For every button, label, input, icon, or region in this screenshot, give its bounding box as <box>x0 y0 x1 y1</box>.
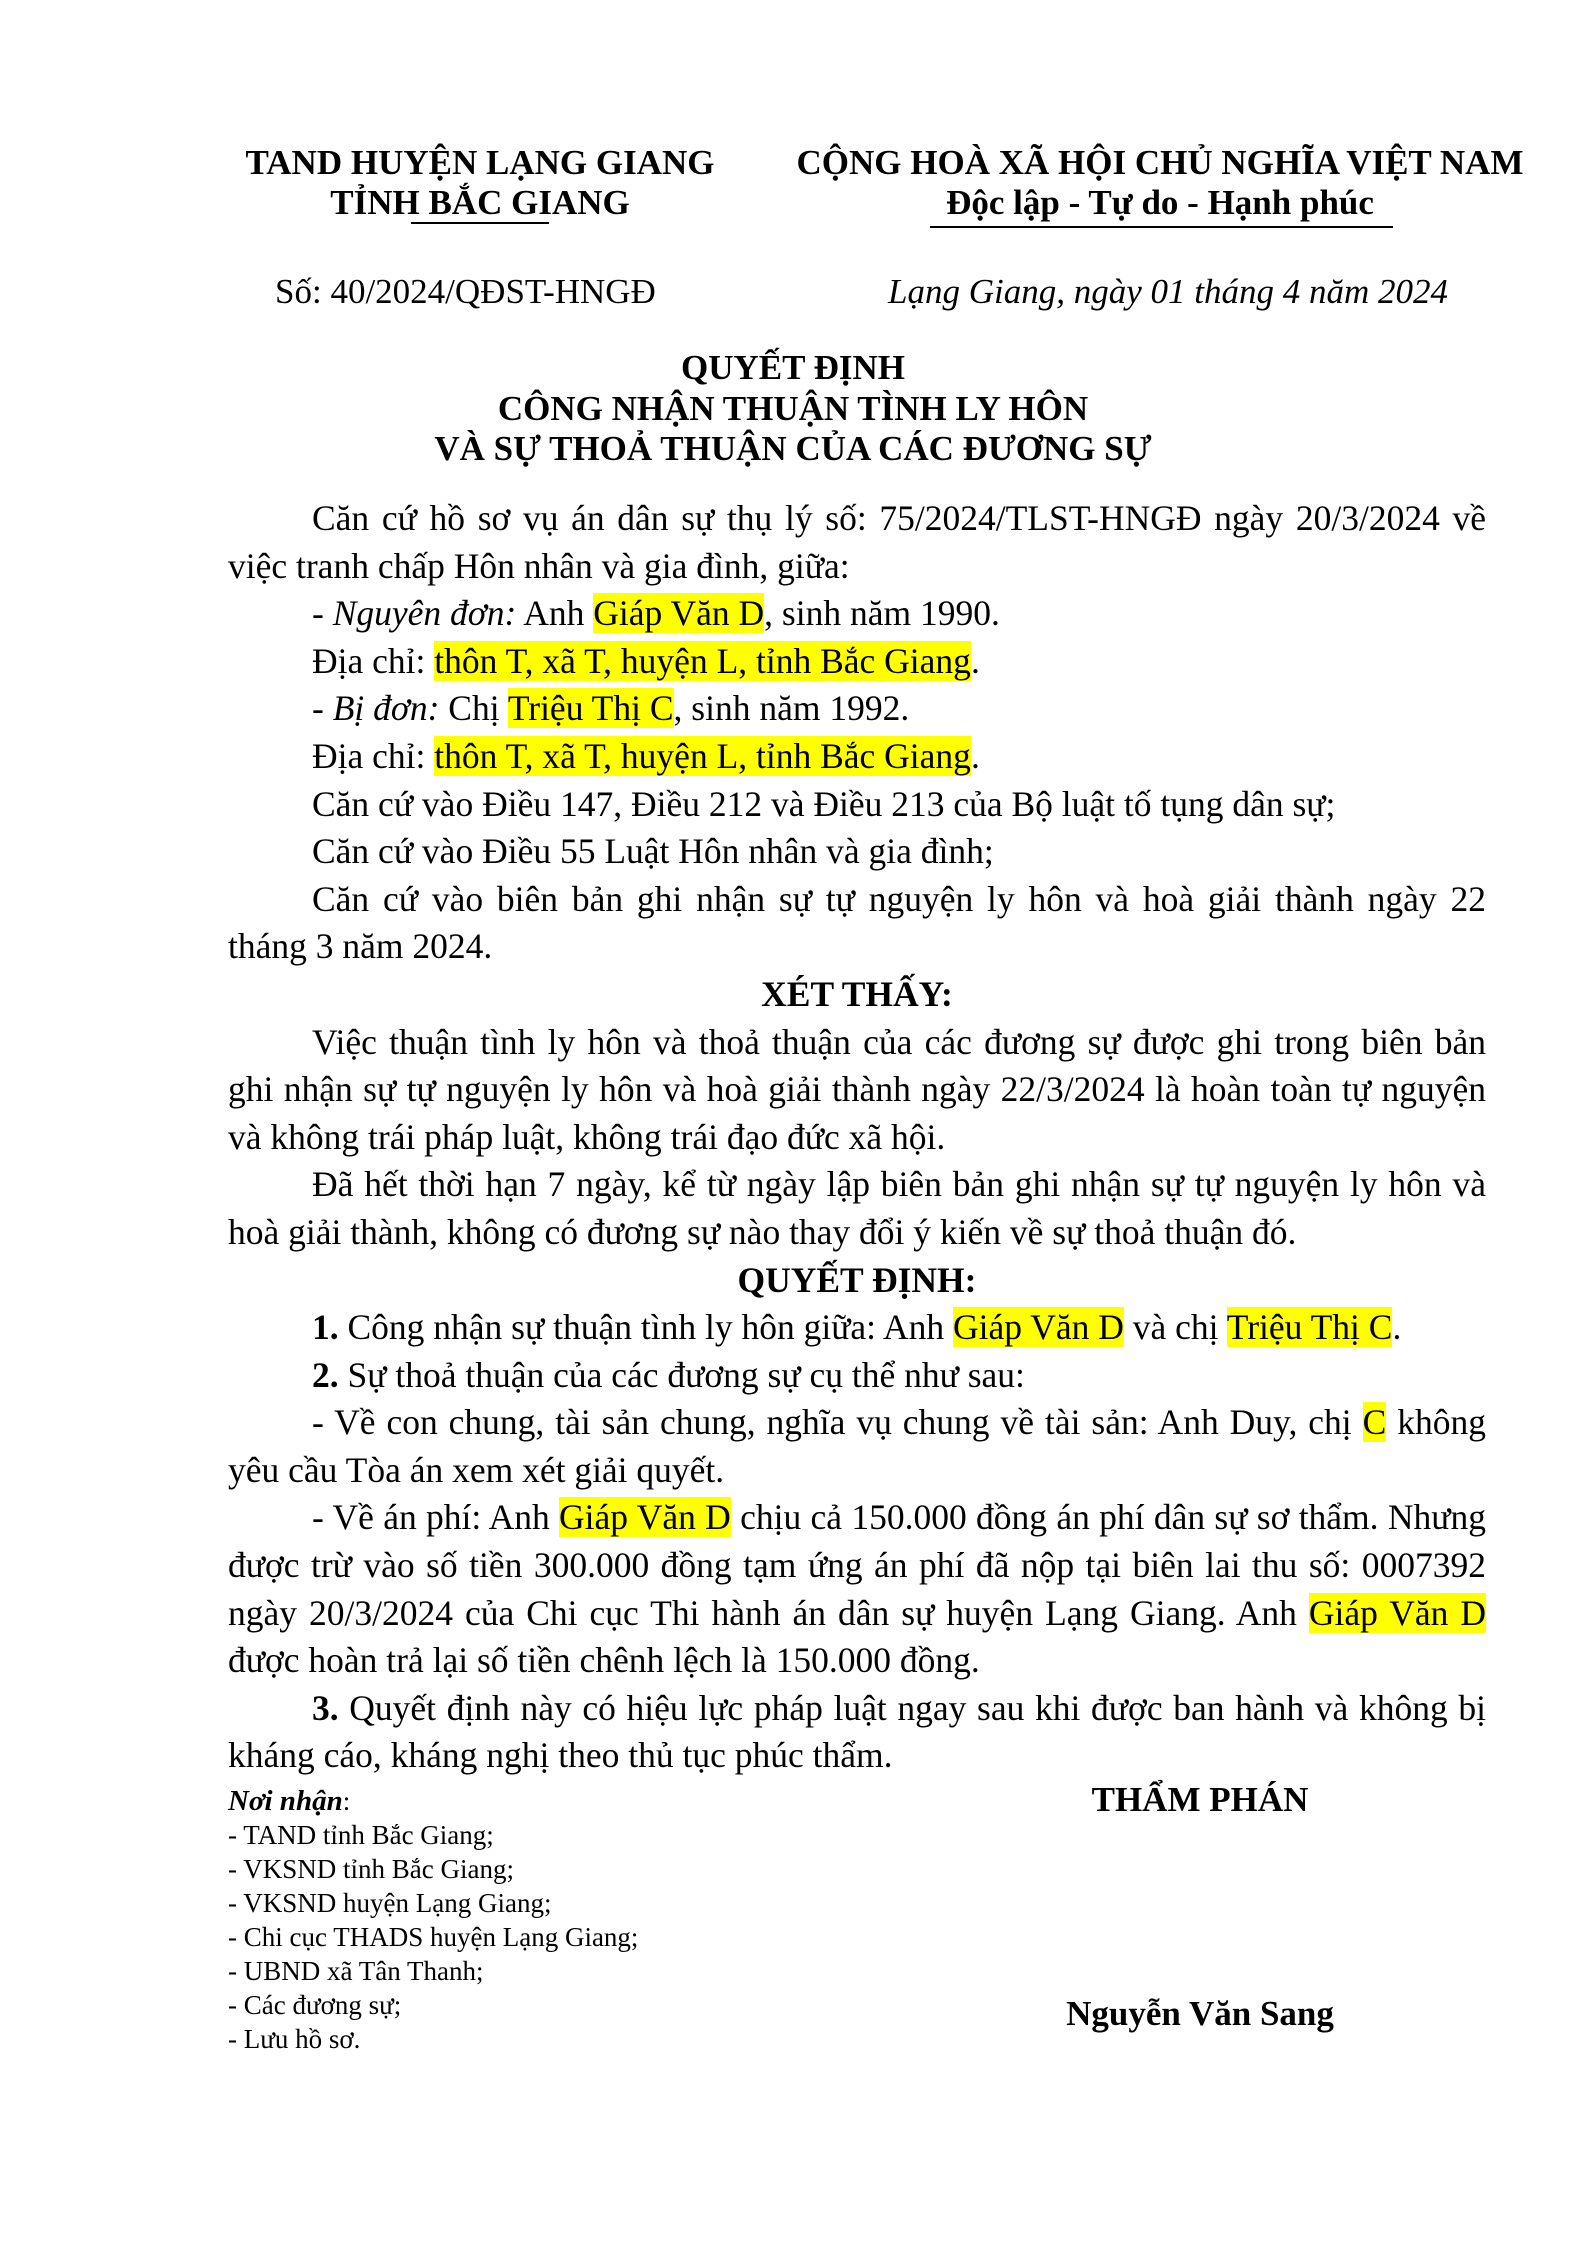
section-heading <box>228 1257 1486 1305</box>
text-run: Anh <box>516 593 594 634</box>
text-run: không yêu cầu Tòa án xem xét giải quyết. <box>228 1402 1487 1490</box>
text-run: và chị <box>1123 1307 1227 1348</box>
text-run: - <box>312 688 333 729</box>
motto-underline <box>930 226 1393 228</box>
text-run: Địa chỉ: <box>312 735 435 776</box>
nation-name: CỘNG HOÀ XÃ HỘI CHỦ NGHĨA VIỆT NAM <box>796 143 1524 182</box>
paragraph <box>228 1019 1486 1162</box>
highlighted-text: Giáp Văn D <box>952 1307 1124 1348</box>
text-run: Nguyên đơn: <box>332 593 517 634</box>
text-run: - Về con chung, tài sản chung, nghĩa vụ chung về tài sản: Anh Duy, chị <box>312 1402 1363 1443</box>
signer-name: Nguyễn Văn Sang <box>1066 1994 1334 2033</box>
recipients-colon: : <box>342 1786 351 1816</box>
document-body <box>228 495 1486 1780</box>
text-run: Bị đơn: <box>332 688 440 729</box>
paragraph <box>228 495 1486 590</box>
text-run: chịu cả 150.000 đồng án phí dân sự sơ thẩm. Nhưng được trừ vào số tiền 300.000 đồng tạm ứng án phí đã nộp tại biên lai thu số: 0007392 ngày 20/3/2024 của Chi cục Thi hành án dân sự huyện Lạng Giang. Anh <box>228 1497 1486 1633</box>
text-run: . <box>970 640 980 681</box>
recipient-item: - Các đương sự; <box>228 1990 402 2020</box>
text-run: . <box>1392 1307 1402 1348</box>
court-underline <box>411 222 549 224</box>
highlighted-text: Giáp Văn D <box>559 1497 731 1538</box>
title-line2: CÔNG NHẬN THUẬN TÌNH LY HÔN <box>497 389 1089 428</box>
paragraph <box>228 876 1486 971</box>
highlighted-text: thôn T, xã T, huyện L, tỉnh Bắc Giang <box>434 735 971 776</box>
paragraph <box>228 1399 1486 1494</box>
highlighted-text: C <box>1362 1402 1387 1443</box>
text-run: 1. <box>312 1307 339 1348</box>
highlighted-text: thôn T, xã T, huyện L, tỉnh Bắc Giang <box>434 640 971 681</box>
recipient-item: - VKSND tỉnh Bắc Giang; <box>228 1854 514 1884</box>
paragraph <box>228 781 1486 829</box>
text-run: . <box>970 735 980 776</box>
recipients <box>228 1784 638 2056</box>
recipient-item: - UBND xã Tân Thanh; <box>228 1956 484 1986</box>
text-run: được hoàn trả lại số tiền chênh lệch là 150.000 đồng. <box>228 1640 980 1681</box>
document-number: Số: 40/2024/QĐST-HNGĐ <box>275 272 656 311</box>
text-run: Căn cứ vào Điều 147, Điều 212 và Điều 213 của Bộ luật tố tụng dân sự; <box>312 783 1336 824</box>
text-run: QUYẾT ĐỊNH: <box>737 1259 977 1300</box>
recipient-item: - TAND tỉnh Bắc Giang; <box>228 1820 494 1850</box>
text-run: Quyết định này có hiệu lực pháp luật ngay sau khi được ban hành và không bị kháng cáo, kháng nghị theo thủ tục phúc thẩm. <box>228 1687 1486 1776</box>
text-run: - Về án phí: Anh <box>312 1497 560 1538</box>
text-run: Đã hết thời hạn 7 ngày, kể từ ngày lập biên bản ghi nhận sự tự nguyện ly hôn và hoà giải thành, không có đương sự nào thay đổi ý kiến về sự thoả thuận đó. <box>228 1164 1486 1252</box>
text-run: Căn cứ vào Điều 55 Luật Hôn nhân và gia đình; <box>312 831 994 872</box>
paragraph <box>228 1161 1486 1256</box>
text-run: , sinh năm 1992. <box>673 688 910 729</box>
recipient-item: - VKSND huyện Lạng Giang; <box>228 1888 552 1918</box>
text-run: Căn cứ vào biên bản ghi nhận sự tự nguyện ly hôn và hoà giải thành ngày 22 tháng 3 năm 2024. <box>228 878 1486 967</box>
title-line3: VÀ SỰ THOẢ THUẬN CỦA CÁC ĐƯƠNG SỰ <box>434 429 1152 468</box>
section-heading <box>228 971 1486 1019</box>
text-run: Công nhận sự thuận tình ly hôn giữa: Anh <box>338 1307 953 1348</box>
text-run: Việc thuận tình ly hôn và thoả thuận của các đương sự được ghi trong biên bản ghi nhận sự tự nguyện ly hôn và hoà giải thành ngày 22/3/2024 là hoàn toàn tự nguyện và không trái pháp luật, không trái đạo đức xã hội. <box>228 1021 1486 1157</box>
paragraph <box>228 590 1486 638</box>
recipients-label: Nơi nhận <box>228 1785 343 1817</box>
court-name-line2: TỈNH BẮC GIANG <box>330 183 630 222</box>
text-run: Địa chỉ: <box>312 640 435 681</box>
paragraph <box>228 733 1486 781</box>
text-run: Sự thoả thuận của các đương sự cụ thể như sau: <box>338 1354 1025 1395</box>
paragraph <box>228 638 1486 686</box>
recipients-list <box>228 1818 638 2056</box>
signer-role: THẨM PHÁN <box>1091 1780 1309 1819</box>
motto: Độc lập - Tự do - Hạnh phúc <box>946 183 1374 222</box>
paragraph <box>228 1304 1486 1352</box>
court-name-line1: TAND HUYỆN LẠNG GIANG <box>245 143 715 182</box>
place-date: Lạng Giang, ngày 01 tháng 4 năm 2024 <box>888 272 1448 311</box>
text-run: XÉT THẤY: <box>761 973 953 1014</box>
recipient-item: - Chi cục THADS huyện Lạng Giang; <box>228 1922 639 1952</box>
title-line1: QUYẾT ĐỊNH <box>681 348 905 387</box>
text-run: 3. <box>312 1687 339 1728</box>
paragraph <box>228 1685 1486 1780</box>
text-run: , sinh năm 1990. <box>764 593 1000 634</box>
court-name <box>230 143 730 223</box>
paragraph <box>228 1494 1486 1684</box>
text-run: Căn cứ hồ sơ vụ án dân sự thụ lý số: 75/2024/TLST-HNGĐ ngày 20/3/2024 về việc tranh chấp Hôn nhân và gia đình, giữa: <box>228 498 1486 586</box>
text-run: - <box>312 593 333 634</box>
highlighted-text: Triệu Thị C <box>507 688 674 729</box>
highlighted-text: Triệu Thị C <box>1226 1307 1393 1348</box>
highlighted-text: Giáp Văn D <box>1308 1592 1486 1633</box>
paragraph <box>228 828 1486 876</box>
text-run: 2. <box>312 1354 339 1395</box>
recipient-item: - Lưu hồ sơ. <box>228 2024 361 2054</box>
highlighted-text: Giáp Văn D <box>593 593 765 634</box>
paragraph <box>228 685 1486 733</box>
national-motto <box>780 143 1540 223</box>
paragraph <box>228 1352 1486 1400</box>
text-run: Chị <box>439 688 508 729</box>
